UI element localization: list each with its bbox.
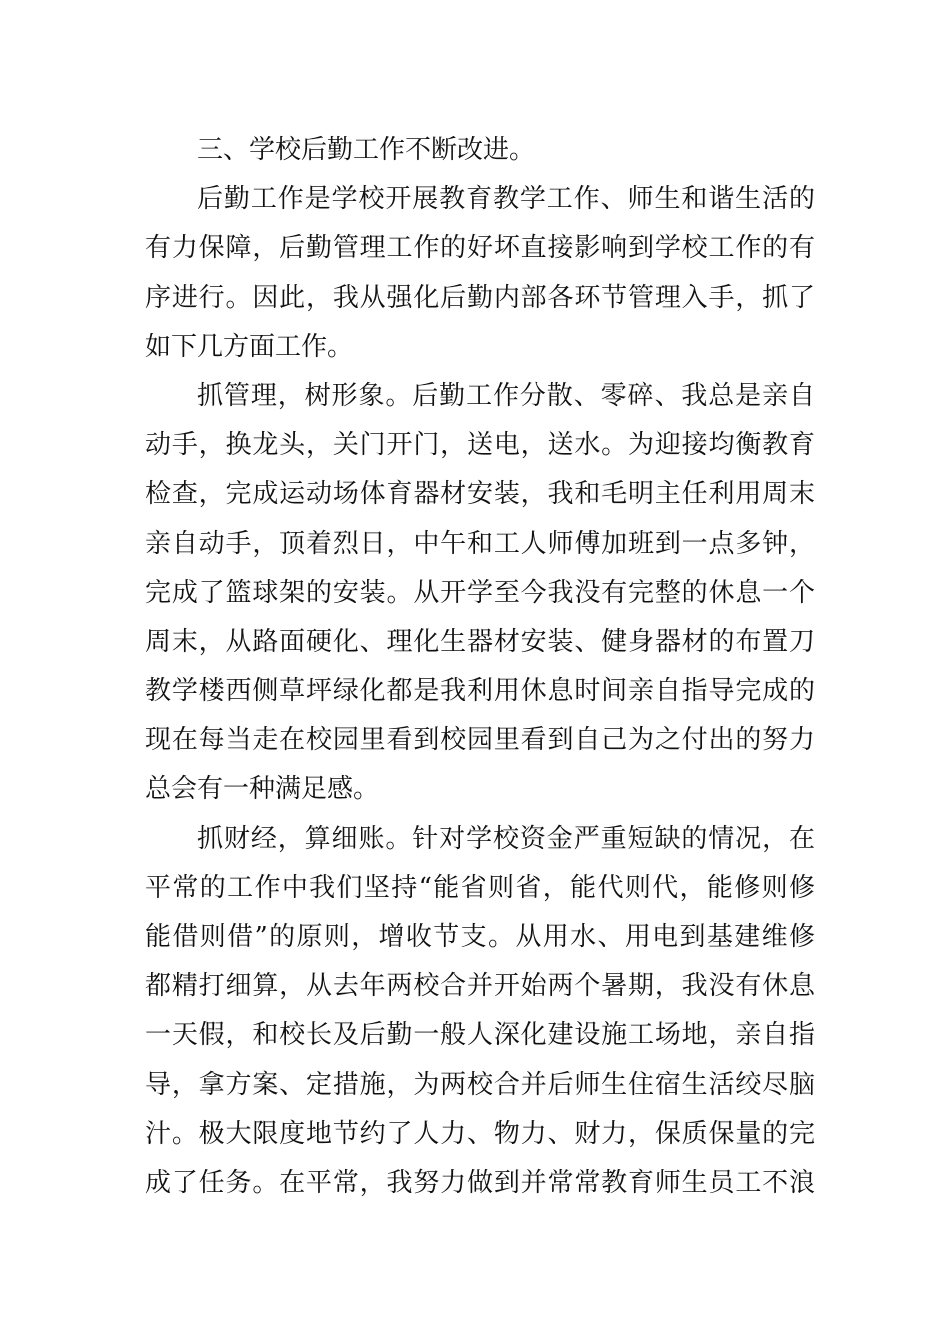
text-line: 如下几方面工作。 (145, 331, 354, 362)
text-line: 导，拿方案、定措施，为两校合并后师生住宿生活绞尽脑 (145, 1069, 815, 1100)
text-line: 平常的工作中我们坚持“能省则省，能代则代，能修则修 (145, 872, 815, 903)
text-line: 抓财经，算细账。针对学校资金严重短缺的情况，在 (197, 823, 815, 854)
text-line: 周末，从路面硬化、理化生器材安装、健身器材的布置刀 (145, 626, 815, 657)
text-line: 亲自动手，顶着烈日，中午和工人师傅加班到一点多钟， (145, 528, 815, 559)
text-line: 都精打细算，从去年两校合并开始两个暑期，我没有休息 (145, 971, 815, 1002)
text-line: 教学楼西侧草坪绿化都是我利用休息时间亲自指导完成的 (145, 676, 815, 707)
text-line: 抓管理，树形象。后勤工作分散、零碎、我总是亲自 (197, 380, 815, 411)
text-line: 检查，完成运动场体育器材安装，我和毛明主任利用周末 (145, 479, 815, 510)
text-line: 汁。极大限度地节约了人力、物力、财力，保质保量的完 (145, 1118, 815, 1149)
text-line: 总会有一种满足感。 (145, 774, 380, 805)
text-line: 现在每当走在校园里看到校园里看到自己为之付出的努力 (145, 725, 815, 756)
text-line: 能借则借”的原则，增收节支。从用水、用电到基建维修 (145, 922, 815, 952)
text-line: 完成了篮球架的安装。从开学至今我没有完整的休息一个 (145, 577, 815, 608)
text-line: 成了任务。在平常，我努力做到并常常教育师生员工不浪 (145, 1167, 815, 1198)
text-line: 序进行。因此，我从强化后勤内部各环节管理入手，抓了 (145, 282, 815, 313)
text-line: 动手，换龙头，关门开门，送电，送水。为迎接均衡教育 (145, 430, 815, 461)
text-line: 三、学校后勤工作不断改进。 (197, 135, 536, 165)
text-line: 后勤工作是学校开展教育教学工作、师生和谐生活的 (197, 184, 815, 215)
text-line: 有力保障，后勤管理工作的好坏直接影响到学校工作的有 (145, 233, 815, 264)
text-line: 一天假，和校长及后勤一般人深化建设施工场地，亲自指 (145, 1020, 815, 1051)
document-body (145, 126, 815, 1208)
